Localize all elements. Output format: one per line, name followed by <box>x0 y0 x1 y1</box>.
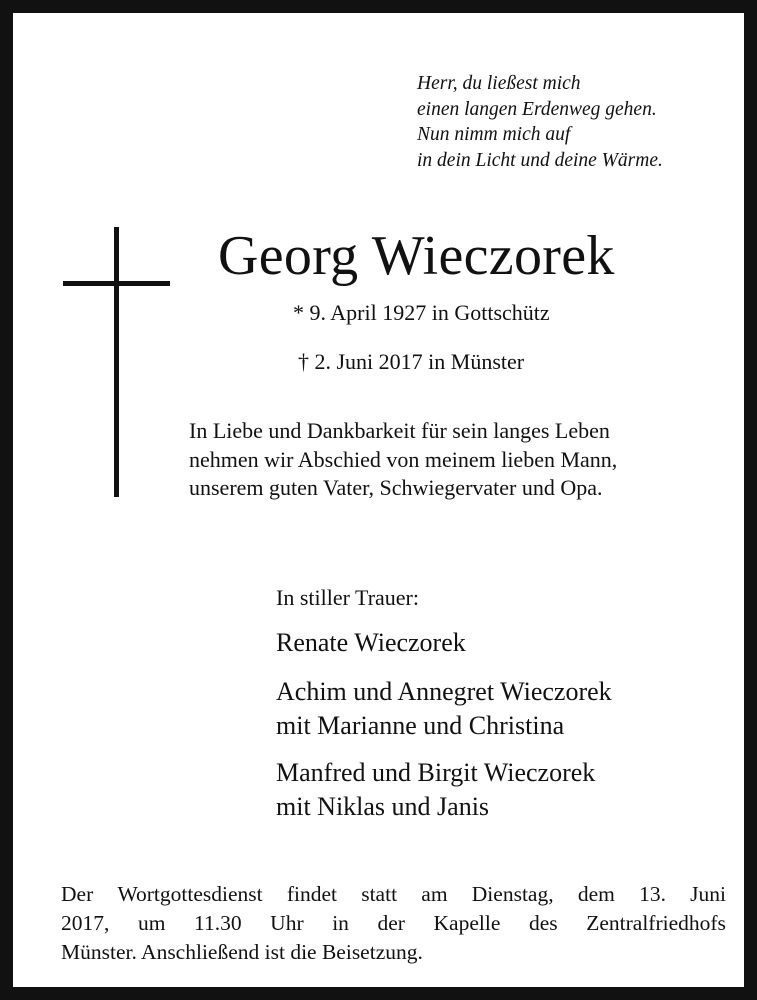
mourner-name: Renate Wieczorek <box>276 628 466 657</box>
service-word: der <box>377 911 405 935</box>
mourner-name: Manfred und Birgit Wieczorek <box>276 758 596 787</box>
service-word: Juni <box>690 882 726 906</box>
service-word: 13. <box>639 882 666 906</box>
death-date: † 2. Juni 2017 in Münster <box>298 349 525 374</box>
service-announcement <box>61 880 726 967</box>
service-word: Kapelle <box>433 911 501 935</box>
verse-line: Nun nimm mich auf <box>417 124 571 145</box>
service-word: findet <box>286 882 337 906</box>
deceased-name: Georg Wieczorek <box>218 225 615 287</box>
tribute-text <box>189 417 617 503</box>
service-word: um <box>137 911 166 935</box>
service-word: des <box>528 911 558 935</box>
service-word: 11.30 <box>194 911 242 935</box>
mourning-label: In stiller Trauer: <box>276 585 419 610</box>
birth-date: * 9. April 1927 in Gottschütz <box>293 300 550 325</box>
service-word: in <box>332 911 349 935</box>
cross-vertical-bar <box>114 227 119 497</box>
bible-verse <box>417 71 663 173</box>
tribute-line: nehmen wir Abschied von meinem lieben Mann, <box>189 446 618 472</box>
service-word: Der <box>61 882 94 906</box>
cross-horizontal-bar <box>63 281 170 286</box>
service-word: Zentralfriedhofs <box>586 911 726 935</box>
service-line-1 <box>61 880 726 909</box>
service-word: dem <box>577 882 615 906</box>
verse-line: Herr, du ließest mich <box>417 73 581 94</box>
mourner-name: mit Niklas und Janis <box>276 792 490 821</box>
mourner-name: Achim und Annegret Wieczorek <box>276 677 612 706</box>
service-word: 2017, <box>61 911 110 935</box>
service-word: statt <box>361 882 398 906</box>
service-word: Dienstag, <box>471 882 554 906</box>
service-word: Wortgottesdienst <box>117 882 263 906</box>
tribute-line: unserem guten Vater, Schwiegervater und Opa. <box>189 475 603 500</box>
mourner-name: mit Marianne und Christina <box>276 711 565 740</box>
service-line-2 <box>61 909 726 938</box>
service-word: am <box>421 882 448 906</box>
service-word: Uhr <box>270 911 304 935</box>
tribute-line: In Liebe und Dankbarkeit für sein langes Leben <box>189 418 610 443</box>
verse-line: einen langen Erdenweg gehen. <box>417 98 657 120</box>
service-line-3: Münster. Anschließend ist die Beisetzung. <box>61 940 423 964</box>
verse-line: in dein Licht und deine Wärme. <box>417 149 663 171</box>
mourners-list <box>276 626 612 824</box>
